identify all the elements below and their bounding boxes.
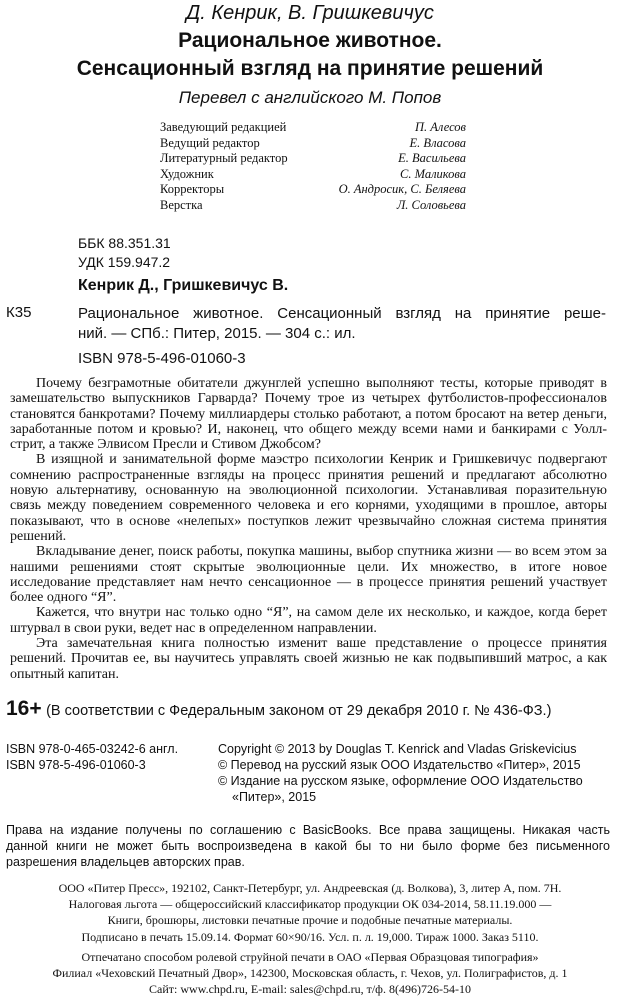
copyright-block	[218, 741, 608, 805]
staff-name: Л. Соловьева	[396, 197, 466, 212]
staff-row	[160, 198, 466, 214]
staff-name: Е. Власова	[409, 135, 466, 150]
catalog-author-heading: Кенрик Д., Гришкевичус В.	[78, 277, 289, 294]
imprint-line: Налоговая льгота — общероссийский классификатор продукции ОК 034-2014, 58.11.19.000 —	[68, 897, 552, 912]
classification-codes	[78, 234, 171, 272]
age-rating-law: (В соответствии с Федеральным законом от 29 декабря 2010 г. № 436-ФЗ.)	[46, 703, 552, 719]
staff-row	[160, 182, 466, 198]
staff-role: Корректоры	[160, 182, 225, 196]
imprint-line: ООО «Питер Пресс», 192102, Санкт-Петербург, ул. Андреевская (д. Волкова), 3, литер А, пом. 7Н.	[58, 881, 562, 895]
staff-role: Заведующий редакцией	[160, 120, 287, 134]
annotation-paragraph: Почему безграмотные обитатели джунглей успешно выполняют тесты, которые приводят в замешательство выпускников Гарварда? Почему трое из четырех футболистов-профессионалов становятся банкротами? Почему миллиардеры столько работают, а потом бросают на ветер деньги, заработанные потом и кровью? И, наконец, что общего между всеми нами и банкирами с Уолл-стрит, а также Элвисом Пресли и Стивом Джобсом?	[10, 376, 607, 453]
printing-imprint	[0, 880, 620, 997]
bibliographic-line: Рациональное животное. Сенсационный взгляд на принятие реше-	[78, 305, 606, 322]
staff-role: Ведущий редактор	[160, 135, 260, 150]
isbn-list	[6, 741, 178, 773]
udk-code: УДК 159.947.2	[78, 254, 171, 270]
book-authors: Д. Кенрик, В. Гришкевичус	[186, 2, 434, 24]
staff-row	[160, 167, 466, 183]
book-annotation	[10, 376, 607, 682]
imprint-line: Филиал «Чеховский Печатный Двор», 142300, Московская область, г. Чехов, ул. Полиграфистов, д. 1	[52, 966, 568, 981]
copyright-line: © Перевод на русский язык ООО Издательство «Питер», 2015	[218, 758, 581, 772]
editorial-staff-list	[160, 120, 466, 213]
catalog-isbn: ISBN 978-5-496-01060-3	[78, 350, 246, 367]
translator-credit: Перевел с английского М. Попов	[178, 88, 442, 107]
age-rating-mark: 16+	[6, 697, 42, 720]
bibliographic-line: ний. — СПб.: Питер, 2015. — 304 с.: ил.	[78, 325, 356, 342]
staff-row	[160, 120, 466, 136]
staff-name: Е. Васильева	[398, 151, 466, 165]
staff-role: Верстка	[160, 197, 203, 212]
copyright-line: Copyright © 2013 by Douglas T. Kenrick and Vladas Griskevicius	[218, 742, 577, 756]
book-subtitle: Сенсационный взгляд на принятие решений	[76, 57, 544, 80]
staff-name: П. Алесов	[415, 120, 466, 134]
staff-row	[160, 136, 466, 152]
staff-name: С. Маликова	[400, 166, 466, 181]
book-title: Рациональное животное.	[178, 29, 442, 52]
age-rating	[6, 697, 551, 721]
staff-role: Литературный редактор	[160, 151, 288, 165]
imprint-line: Сайт: www.chpd.ru, E-mail: sales@chpd.ru, т/ф. 8(496)726-54-10	[149, 982, 471, 997]
annotation-paragraph: Эта замечательная книга полностью изменит ваше представление о процессе принятия решений. Прочитав ее, вы научитесь управлять своей жизнью не как подвыпивший матрос, а как опытный капитан.	[10, 636, 607, 682]
copyright-line: © Издание на русском языке, оформление ООО Издательство «Питер», 2015	[218, 774, 583, 804]
imprint-line: Книги, брошюры, листовки печатные прочие и подобные печатные материалы.	[107, 913, 513, 928]
staff-role: Художник	[160, 166, 214, 181]
annotation-paragraph: В изящной и занимательной форме маэстро психологии Кенрик и Гришкевичус подвергают сомнению распространенные взгляды на процесс принятия решений и предлагают абсолютно новую альтернативу, основанную на эволюционной психологии. Устанавливая поразительную связь между поведением современного человека и его корнями, уходящими в прошлое, авторы показывают, что в основе «нелепых» поступков лежит чрезвычайно сложная система принятия решений.	[10, 452, 607, 544]
bbk-code: ББК 88.351.31	[78, 235, 171, 251]
imprint-line: Отпечатано способом ролевой струйной печати в ОАО «Первая Образцовая типография»	[81, 949, 539, 964]
rights-notice: Права на издание получены по соглашению с BasicBooks. Все права защищены. Никакая часть данной книги не может быть воспроизведена в какой бы то ни было форме без письменного разрешения владельцев авторских прав.	[6, 823, 610, 869]
catalog-code: К35	[6, 304, 32, 321]
annotation-paragraph: Кажется, что внутри нас только одно “Я”, на самом деле их несколько, и каждое, когда берет штурвал в свои руки, ведет нас в определенном направлении.	[10, 605, 607, 636]
isbn-original: ISBN 978-0-465-03242-6 англ.	[6, 742, 179, 756]
staff-name: О. Андросик, С. Беляева	[338, 182, 466, 196]
staff-row	[160, 151, 466, 167]
isbn-russian: ISBN 978-5-496-01060-3	[6, 758, 146, 772]
bibliographic-description	[78, 304, 606, 344]
annotation-paragraph: Вкладывание денег, поиск работы, покупка машины, выбор спутника жизни — во всем этом за нашими решениями стоят скрытые эволюционные цели. Их множество, в итоге новое исследование представляет нам нечто сенсационное — в процессе принятия решений участвует более одного “Я”.	[10, 544, 607, 606]
imprint-line: Подписано в печать 15.09.14. Формат 60×90/16. Усл. п. л. 19,000. Тираж 1000. Заказ 5110.	[81, 929, 539, 944]
